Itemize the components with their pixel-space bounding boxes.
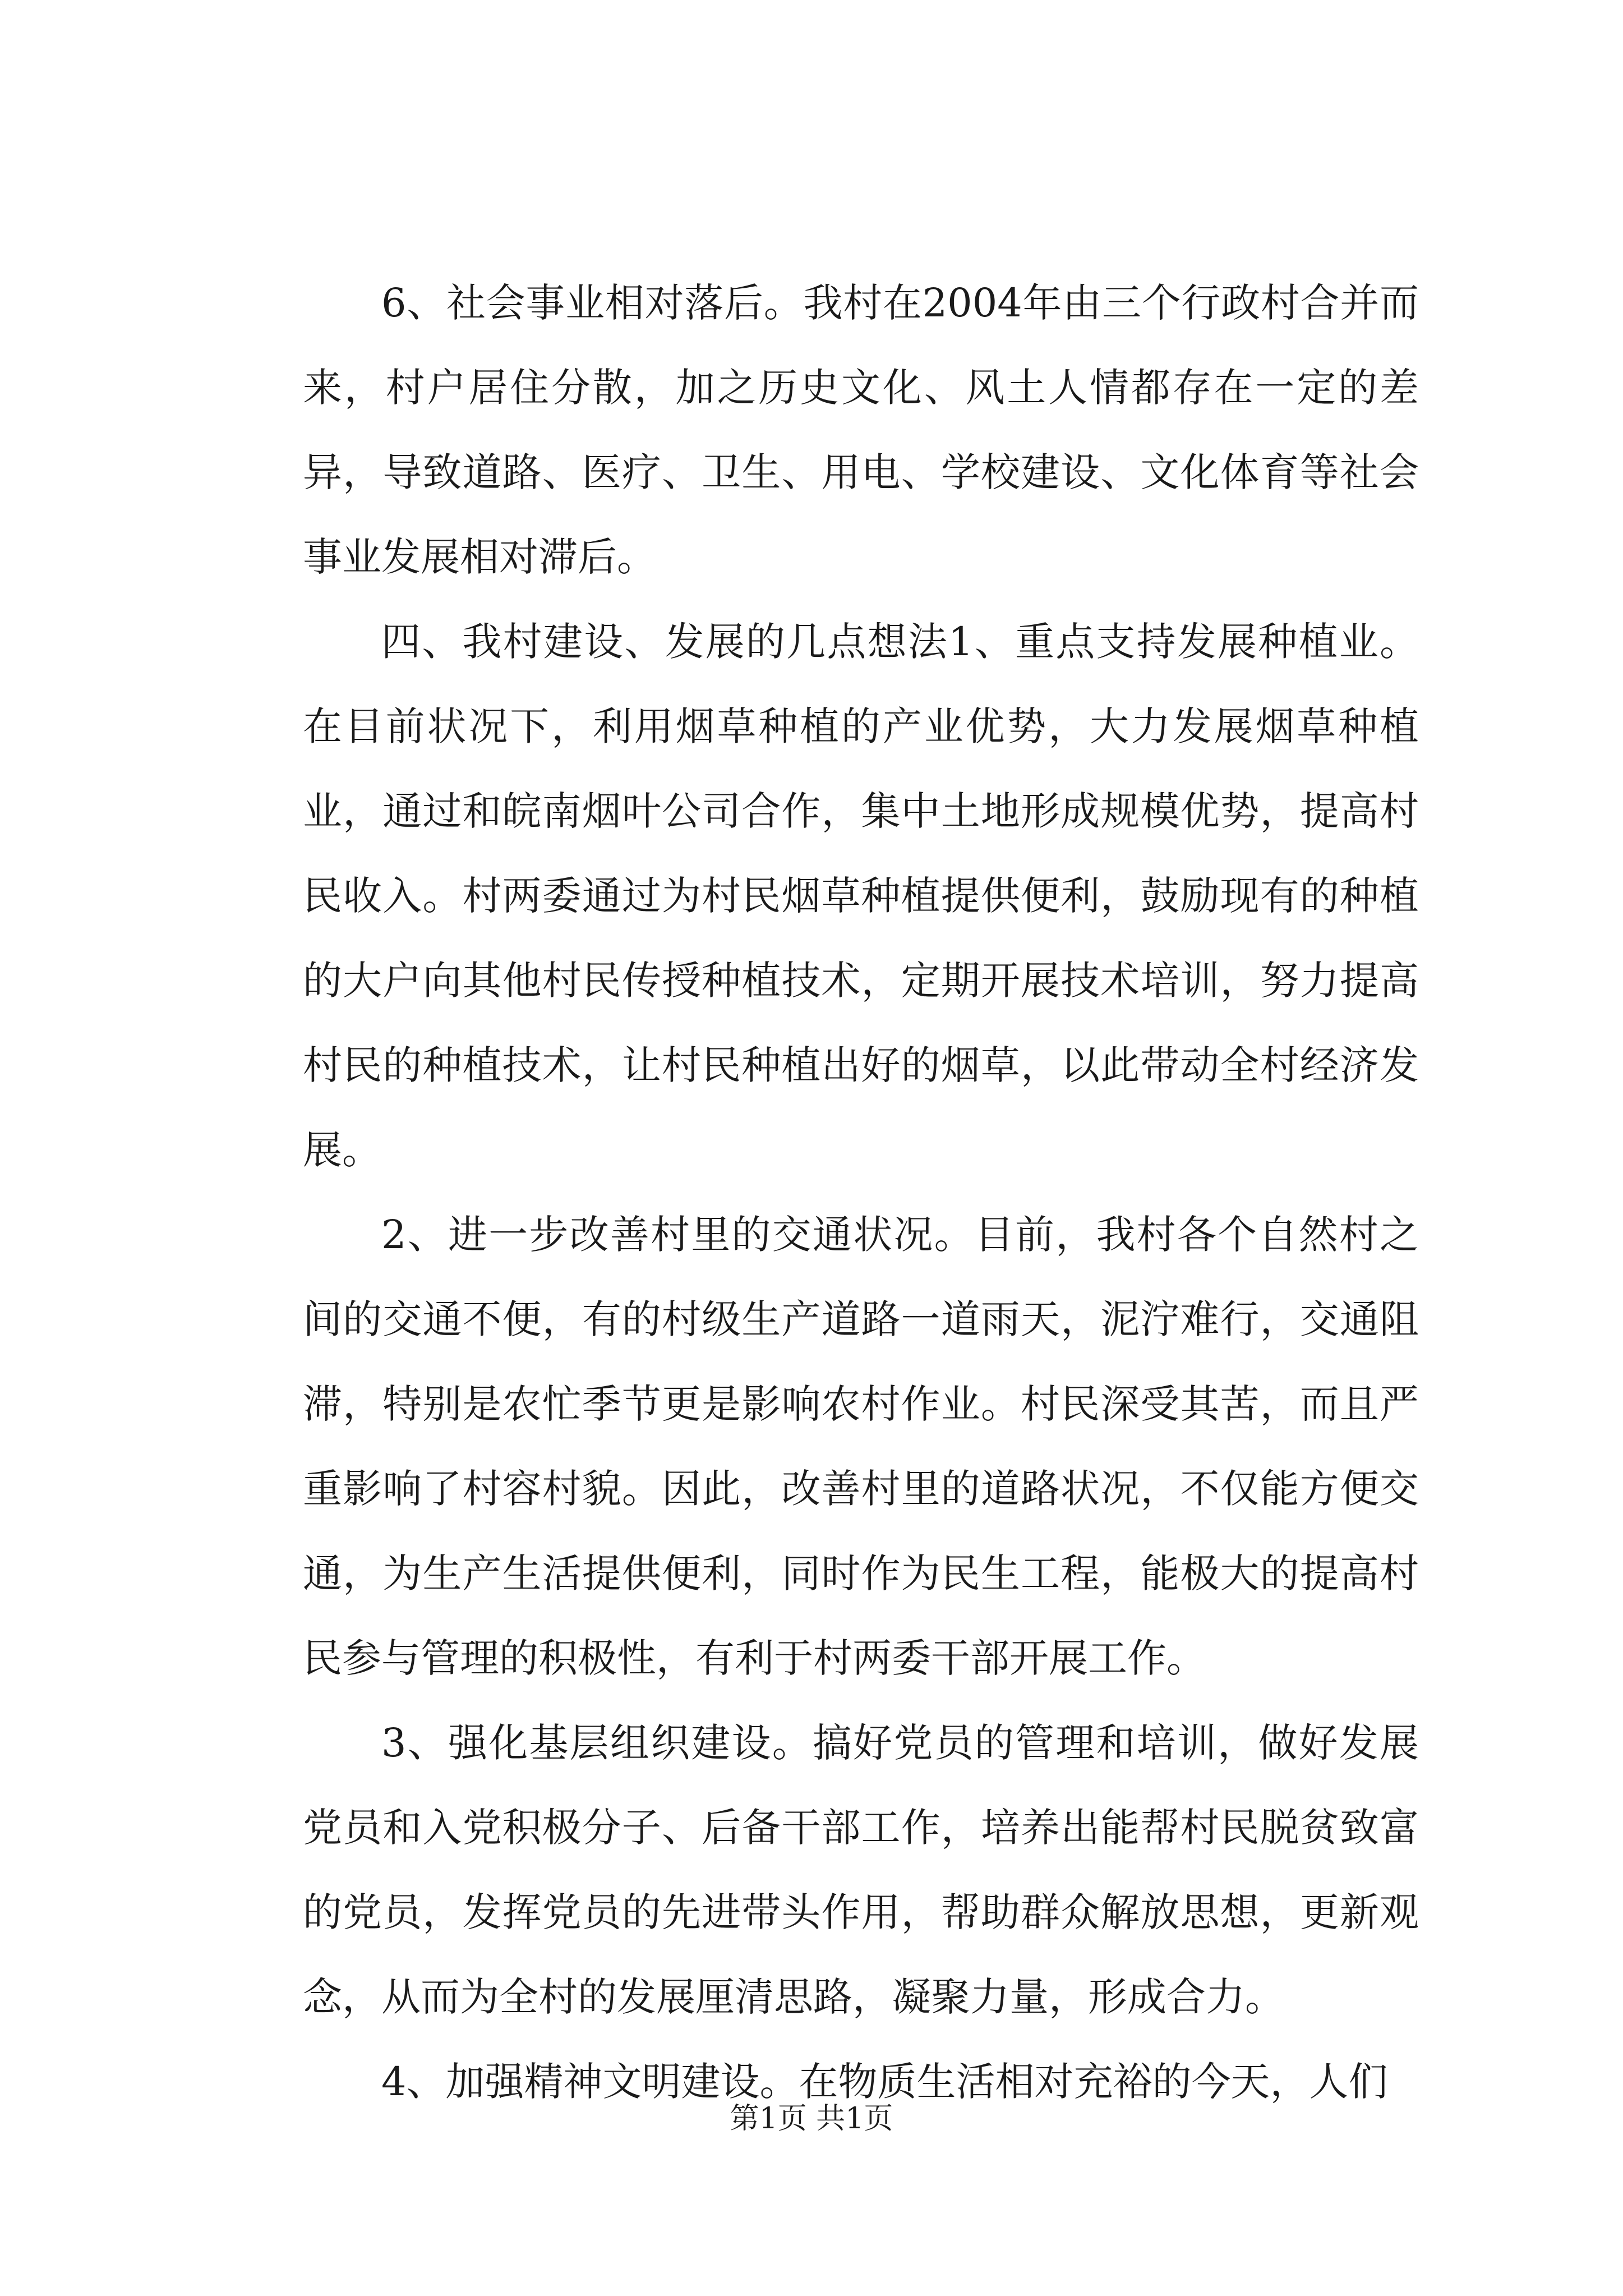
page-number-footer: 第1页 共1页 xyxy=(730,2102,893,2136)
paragraph-social-affairs: 6、社会事业相对落后。我村在2004年由三个行政村合并而来，村户居住分散，加之历史文化、风土人情都存在一定的差异，导致道路、医疗、卫生、用电、学校建设、文化体育等社会事业发展相对滞后。 xyxy=(303,280,1419,580)
document-body xyxy=(303,261,1419,2124)
paragraph-spiritual-civilization: 4、加强精神文明建设。在物质生活相对充裕的今天，人们 xyxy=(381,2059,1388,2105)
paragraph-development-ideas: 四、我村建设、发展的几点想法1、重点支持发展种植业。在目前状况下，利用烟草种植的产业优势，大力发展烟草种植业，通过和皖南烟叶公司合作，集中土地形成规模优势，提高村民收入。村两委通过为村民烟草种植提供便利，鼓励现有的种植的大户向其他村民传授种植技术，定期开展技术培训，努力提高村民的种植技术，让村民种植出好的烟草，以此带动全村经济发展。 xyxy=(303,619,1419,1173)
paragraph-transportation: 2、进一步改善村里的交通状况。目前，我村各个自然村之间的交通不便，有的村级生产道路一道雨天，泥泞难行，交通阻滞，特别是农忙季节更是影响农村作业。村民深受其苦，而且严重影响了村容村貌。因此，改善村里的道路状况，不仅能方便交通，为生产生活提供便利，同时作为民生工程，能极大的提高村民参与管理的积极性，有利于村两委干部开展工作。 xyxy=(303,1212,1419,1681)
paragraph-organization: 3、强化基层组织建设。搞好党员的管理和培训，做好发展党员和入党积极分子、后备干部工作，培养出能帮村民脱贫致富的党员，发挥党员的先进带头作用，帮助群众解放思想，更新观念，从而为全村的发展厘清思路，凝聚力量，形成合力。 xyxy=(303,1720,1419,2020)
